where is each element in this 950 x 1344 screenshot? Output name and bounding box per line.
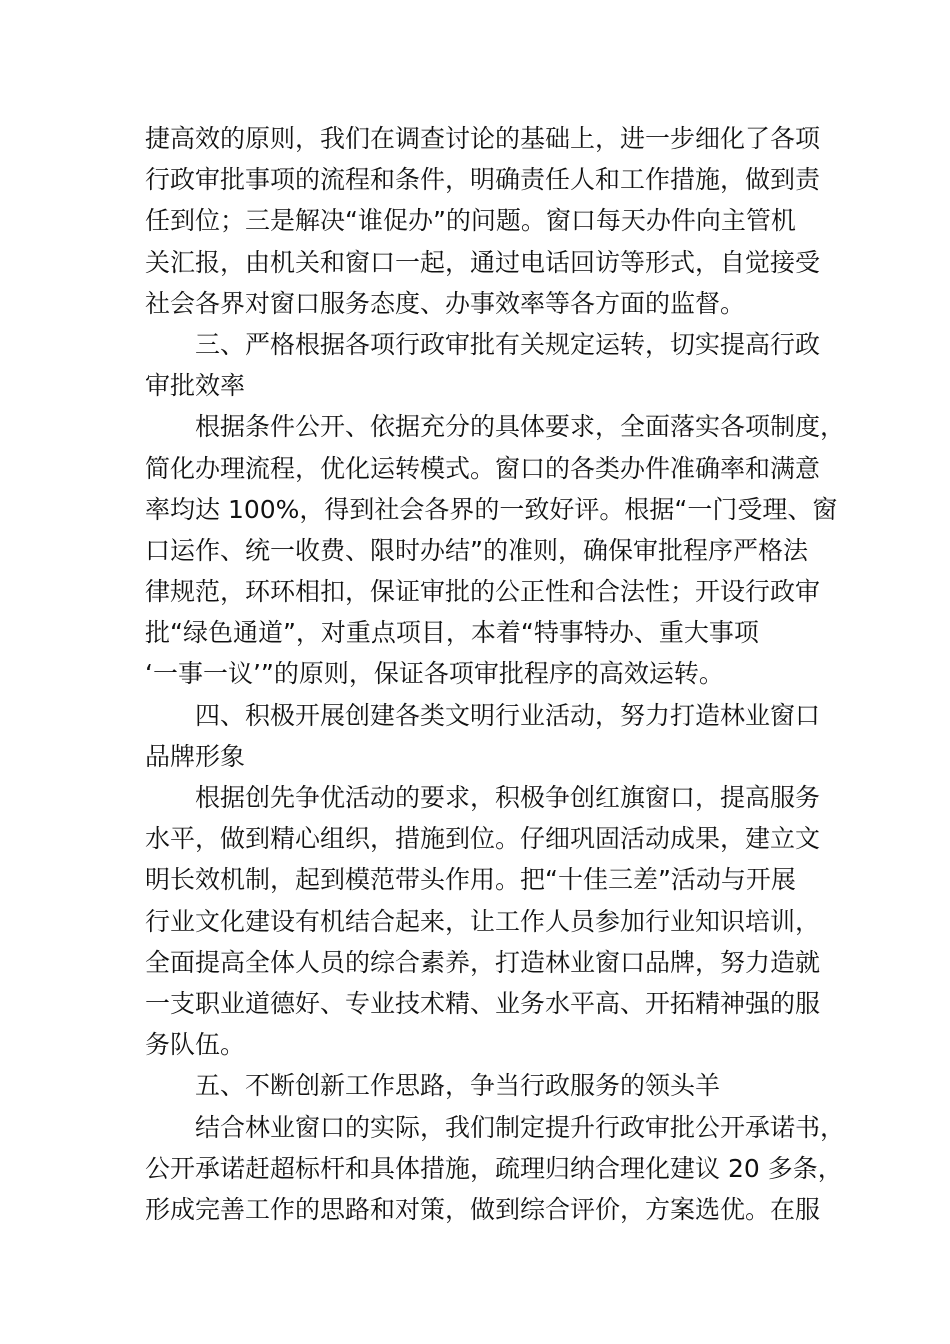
text-line: 明长效机制，起到模范带头作用。把“十佳三差”活动与开展 <box>145 865 796 895</box>
text-line: 一支职业道德好、专业技术精、业务水平高、开拓精神强的服 <box>145 988 821 1018</box>
text-line: 率均达 100%，得到社会各界的一致好评。根据“一门受理、窗 <box>145 494 838 524</box>
text-line: 形成完善工作的思路和对策，做到综合评价，方案选优。在服 <box>145 1194 821 1224</box>
text-line: 全面提高全体人员的综合素养，打造林业窗口品牌，努力造就 <box>145 947 821 977</box>
text-line: 批“绿色通道”，对重点项目，本着“特事特办、重大事项 <box>145 618 759 648</box>
text-line: 捷高效的原则，我们在调查讨论的基础上，进一步细化了各项 <box>145 124 821 153</box>
section-heading-4: 四、积极开展创建各类文明行业活动，努力打造林业窗口 <box>195 700 821 730</box>
text-line: 律规范，环环相扣，保证审批的公正性和合法性；开设行政审 <box>145 577 821 607</box>
document-body <box>145 118 846 1230</box>
text-line: 社会各界对窗口服务态度、办事效率等各方面的监督。 <box>145 288 746 318</box>
text-line: 关汇报，由机关和窗口一起，通过电话回访等形式，自觉接受 <box>145 247 821 277</box>
text-line: 务队伍。 <box>145 1030 246 1060</box>
paragraph-first-line: 结合林业窗口的实际，我们制定提升行政审批公开承诺书， <box>195 1112 846 1142</box>
text-line: 简化办理流程，优化运转模式。窗口的各类办件准确率和满意 <box>145 453 821 483</box>
text-line: 行政审批事项的流程和条件，明确责任人和工作措施，做到责 <box>145 165 821 195</box>
section-heading-4-continued: 品牌形象 <box>145 741 246 771</box>
section-heading-5: 五、不断创新工作思路，争当行政服务的领头羊 <box>195 1071 721 1101</box>
text-line: 水平，做到精心组织，措施到位。仔细巩固活动成果，建立文 <box>145 824 821 854</box>
text-line: 任到位；三是解决“谁促办”的问题。窗口每天办件向主管机 <box>145 206 796 236</box>
text-line: 行业文化建设有机结合起来，让工作人员参加行业知识培训， <box>145 906 821 936</box>
text-line: ‘一事一议’”的原则，保证各项审批程序的高效运转。 <box>145 659 724 689</box>
paragraph-first-line: 根据创先争优活动的要求，积极争创红旗窗口，提高服务 <box>195 783 821 812</box>
paragraph-first-line: 根据条件公开、依据充分的具体要求，全面落实各项制度， <box>195 412 846 442</box>
text-line: 口运作、统一收费、限时办结”的准则，确保审批程序严格法 <box>145 535 808 565</box>
text-line: 公开承诺赶超标杆和具体措施，疏理归纳合理化建议 20 多条， <box>145 1153 843 1183</box>
section-heading-3-continued: 审批效率 <box>145 371 246 401</box>
section-heading-3: 三、严格根据各项行政审批有关规定运转，切实提高行政 <box>195 329 821 359</box>
